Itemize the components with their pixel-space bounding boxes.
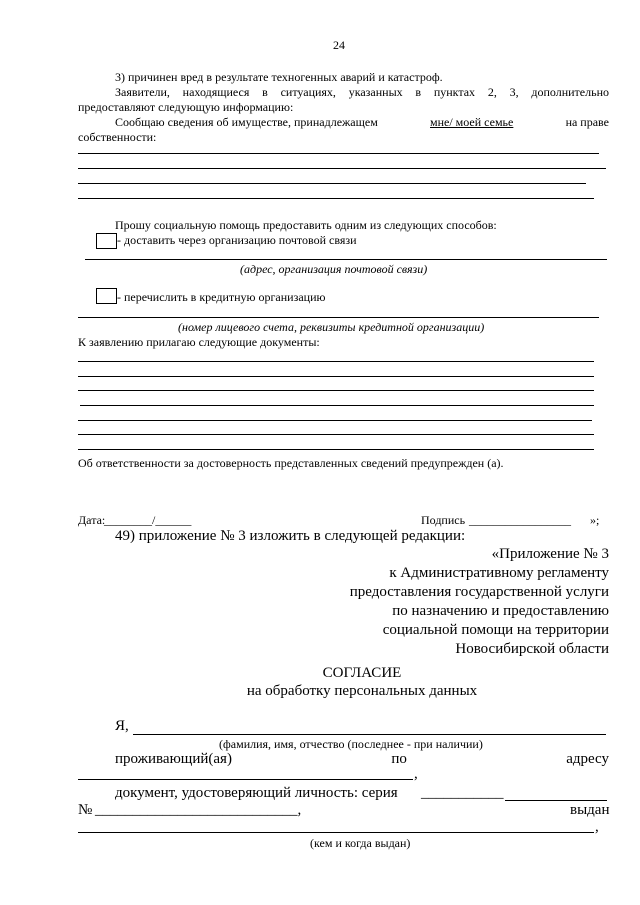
living-line bbox=[115, 751, 609, 768]
property-blank-1[interactable] bbox=[78, 153, 599, 154]
option-post-label: - доставить через организацию почтовой связи bbox=[117, 233, 357, 247]
appendix-line: социальной помощи на территории bbox=[382, 622, 609, 638]
signature-label: Подпись bbox=[421, 513, 466, 527]
property-family: мне/ моей семье bbox=[430, 115, 514, 129]
applicants-text: Заявители, находящиеся в ситуациях, указанных в пунктах 2, 3, дополнительно bbox=[115, 85, 609, 99]
address-field[interactable] bbox=[78, 779, 413, 780]
attach-blank-7[interactable] bbox=[78, 449, 594, 450]
request-text: Прошу социальную помощь предоставить одним из следующих способов: bbox=[115, 218, 497, 232]
appendix-line: предоставления государственной услуги bbox=[349, 584, 609, 600]
post-checkbox[interactable] bbox=[96, 233, 117, 249]
living-address: адресу bbox=[566, 751, 609, 767]
consent-subtitle: на обработку персональных данных bbox=[246, 683, 478, 699]
property-blank-2[interactable] bbox=[78, 168, 606, 169]
date-label: Дата: bbox=[78, 513, 106, 527]
item-49-text: 49) приложение № 3 изложить в следующей редакции: bbox=[115, 528, 466, 544]
caption-post: (адрес, организация почтовой связи) bbox=[240, 262, 428, 276]
post-address-blank[interactable] bbox=[85, 259, 607, 260]
living-po: по bbox=[391, 751, 407, 767]
address-comma: , bbox=[414, 766, 418, 782]
applicants-line-1 bbox=[115, 85, 609, 100]
signature-field[interactable]: _________________ bbox=[469, 513, 571, 527]
attach-blank-6[interactable] bbox=[78, 434, 594, 435]
property-blank-4[interactable] bbox=[78, 198, 594, 199]
bank-checkbox[interactable] bbox=[96, 288, 117, 304]
appendix-line: к Административному регламенту bbox=[389, 565, 609, 581]
property-pre: Сообщаю сведения об имуществе, принадлежащем bbox=[115, 115, 378, 129]
issued-comma: , bbox=[595, 819, 599, 835]
number-sign: № bbox=[78, 802, 93, 818]
issued-label: выдан bbox=[570, 802, 610, 818]
doc-label: документ, удостоверяющий личность: серия bbox=[115, 785, 398, 801]
caption-issued: (кем и когда выдан) bbox=[310, 836, 411, 850]
appendix-line: «Приложение № 3 bbox=[491, 546, 609, 562]
applicants-line-2: предоставляют следующую информацию: bbox=[78, 100, 294, 114]
signature-end: »; bbox=[590, 513, 600, 527]
caption-name: (фамилия, имя, отчество (последнее - при наличии) bbox=[219, 737, 483, 751]
issued-field[interactable] bbox=[78, 832, 594, 833]
bank-details-blank[interactable] bbox=[78, 317, 599, 318]
caption-bank: (номер лицевого счета, реквизиты кредитной организации) bbox=[178, 320, 485, 334]
doc-series-line bbox=[505, 800, 607, 801]
ya-label: Я, bbox=[115, 718, 129, 734]
living-label: проживающий(ая) bbox=[115, 751, 232, 767]
property-blank-3[interactable] bbox=[78, 183, 586, 184]
attach-text: К заявлению прилагаю следующие документы: bbox=[78, 335, 320, 349]
doc-series-field[interactable]: ___________ bbox=[421, 785, 504, 801]
appendix-block bbox=[350, 545, 609, 659]
property-post: на праве bbox=[565, 115, 609, 129]
attach-blank-4[interactable] bbox=[80, 405, 594, 406]
attach-blank-2[interactable] bbox=[78, 376, 594, 377]
option-bank-label: - перечислить в кредитную организацию bbox=[117, 290, 326, 304]
attach-blank-5[interactable] bbox=[78, 420, 592, 421]
name-field[interactable] bbox=[133, 734, 606, 735]
attach-blank-1[interactable] bbox=[78, 361, 594, 362]
appendix-line: по назначению и предоставлению bbox=[392, 603, 609, 619]
property-line-2: собственности: bbox=[78, 130, 157, 144]
appendix-line: Новосибирской области bbox=[455, 641, 609, 657]
number-field[interactable]: ___________________________, bbox=[95, 802, 302, 818]
property-line-1 bbox=[115, 115, 609, 130]
attach-blank-3[interactable] bbox=[78, 390, 594, 391]
date-field[interactable]: ________/______ bbox=[104, 513, 192, 527]
responsibility-text: Об ответственности за достоверность представленных сведений предупрежден (а). bbox=[78, 456, 504, 470]
consent-title: СОГЛАСИЕ bbox=[322, 665, 402, 681]
page-number: 24 bbox=[333, 38, 345, 52]
item-3-text: 3) причинен вред в результате техногенных аварий и катастроф. bbox=[115, 70, 443, 84]
